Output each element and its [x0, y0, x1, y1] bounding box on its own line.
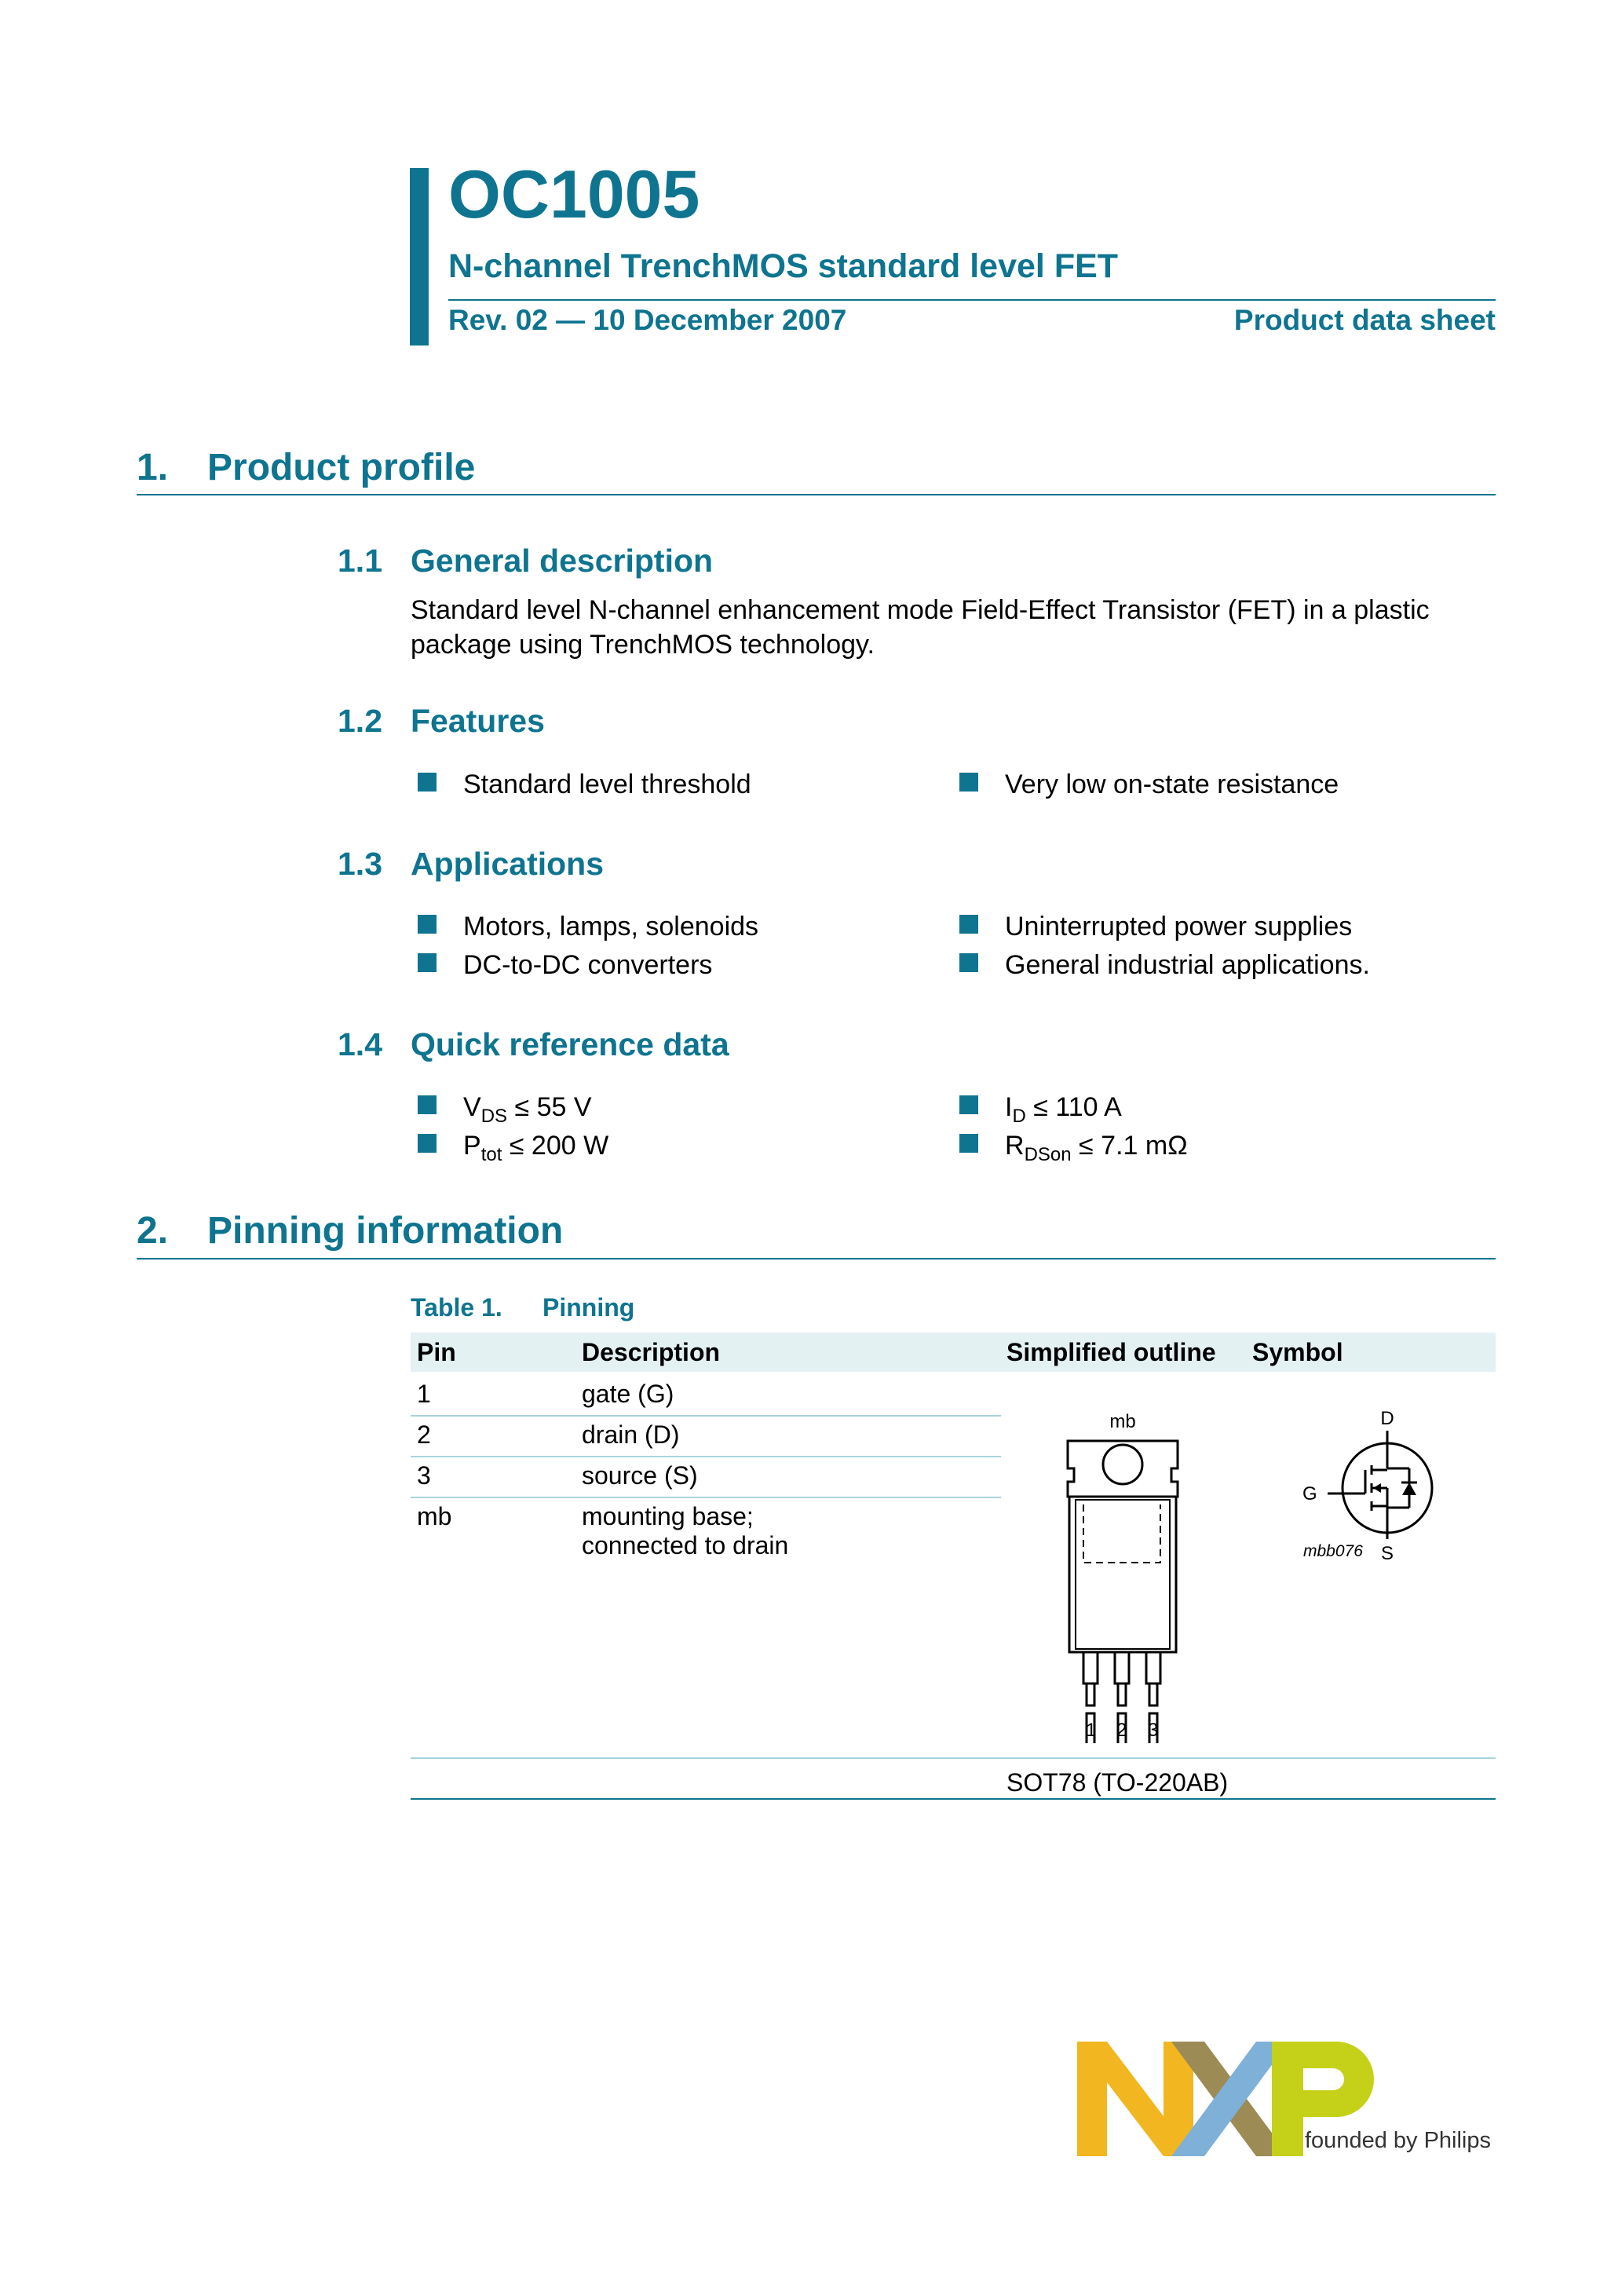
bullet-square-icon	[418, 953, 437, 972]
table-caption: Table 1. Pinning	[411, 1293, 635, 1322]
table-cell-pin: mb	[417, 1502, 452, 1530]
bullet-square-icon	[418, 1134, 437, 1153]
subsection-heading-features: 1.2 Features	[338, 703, 545, 739]
row-divider	[411, 1757, 1496, 1759]
symbol-label-s: S	[1380, 1543, 1394, 1564]
symbol-code: mbb076	[1303, 1542, 1363, 1560]
to220-package-outline	[1052, 1406, 1193, 1743]
row-divider	[411, 1497, 1001, 1498]
general-description-text: Standard level N-channel enhancement mode Field-Effect Transistor (FET) in a plastic package using TrenchMOS technology.	[411, 595, 1430, 660]
symbol-label-d: D	[1380, 1408, 1394, 1429]
pin-number-2: 2	[1116, 1720, 1127, 1741]
quick-ref-item: $I_D \le 110$ A	[959, 1094, 1122, 1121]
bullet-square-icon	[959, 1095, 978, 1114]
document-type: Product data sheet	[1233, 304, 1496, 336]
application-item: DC-to-DC converters	[418, 952, 712, 978]
table-bottom-rule	[411, 1798, 1496, 1800]
header-accent-bar	[410, 168, 429, 345]
subsection-heading-applications: 1.3 Applications	[338, 846, 605, 882]
pin-number-1: 1	[1086, 1720, 1097, 1741]
quick-ref-item: $V_{DS} \le 55$ V	[418, 1094, 592, 1121]
table-cell-pin: 2	[417, 1420, 431, 1449]
column-header-symbol: Symbol	[1252, 1338, 1343, 1366]
bullet-square-icon	[418, 1095, 437, 1114]
row-divider	[411, 1456, 1001, 1457]
package-name: SOT78 (TO-220AB)	[1006, 1768, 1229, 1797]
table-cell-description: source (S)	[582, 1461, 698, 1490]
section-divider	[137, 494, 1496, 495]
bullet-square-icon	[418, 773, 437, 792]
feature-item: Very low on-state resistance	[959, 771, 1339, 798]
table-cell-description: gate (G)	[582, 1380, 674, 1408]
bullet-square-icon	[959, 915, 978, 934]
logo-tagline: founded by Philips	[1305, 2128, 1491, 2153]
bullet-square-icon	[959, 1134, 978, 1153]
bullet-square-icon	[959, 953, 978, 972]
feature-item: Standard level threshold	[418, 771, 751, 798]
table-cell-pin: 1	[417, 1380, 431, 1408]
subsection-heading-quick-reference: 1.4 Quick reference data	[338, 1026, 729, 1062]
section-divider	[137, 1258, 1496, 1260]
product-title: OC1005	[448, 157, 700, 232]
bullet-square-icon	[418, 915, 437, 934]
outline-label-mb: mb	[1109, 1411, 1136, 1432]
quick-ref-item: $R_{DSon} \le 7.1$ mΩ	[959, 1132, 1188, 1159]
table-cell-description-line2: connected to drain	[582, 1531, 789, 1559]
quick-ref-item: $P_{tot} \le 200$ W	[418, 1132, 608, 1159]
revision-date: Rev. 02 — 10 December 2007	[448, 304, 847, 336]
header-divider	[448, 299, 1496, 301]
section-heading-pinning-information: 2. Pinning information	[137, 1210, 564, 1252]
application-item: Uninterrupted power supplies	[959, 913, 1352, 940]
table-cell-description: mounting base;	[582, 1502, 754, 1530]
column-header-pin: Pin	[417, 1338, 456, 1366]
column-header-outline: Simplified outline	[1006, 1338, 1216, 1366]
product-subtitle: N-channel TrenchMOS standard level FET	[448, 247, 1119, 285]
section-heading-product-profile: 1. Product profile	[137, 447, 476, 488]
table-cell-pin: 3	[417, 1461, 431, 1490]
table-cell-description: drain (D)	[582, 1420, 680, 1449]
pin-number-3: 3	[1148, 1720, 1159, 1741]
row-divider	[411, 1415, 1001, 1417]
bullet-square-icon	[959, 773, 978, 792]
symbol-label-g: G	[1302, 1483, 1317, 1504]
subsection-heading-general-description: 1.1 General description	[338, 543, 714, 579]
column-header-description: Description	[582, 1338, 721, 1366]
application-item: General industrial applications.	[959, 952, 1370, 978]
application-item: Motors, lamps, solenoids	[418, 913, 758, 940]
